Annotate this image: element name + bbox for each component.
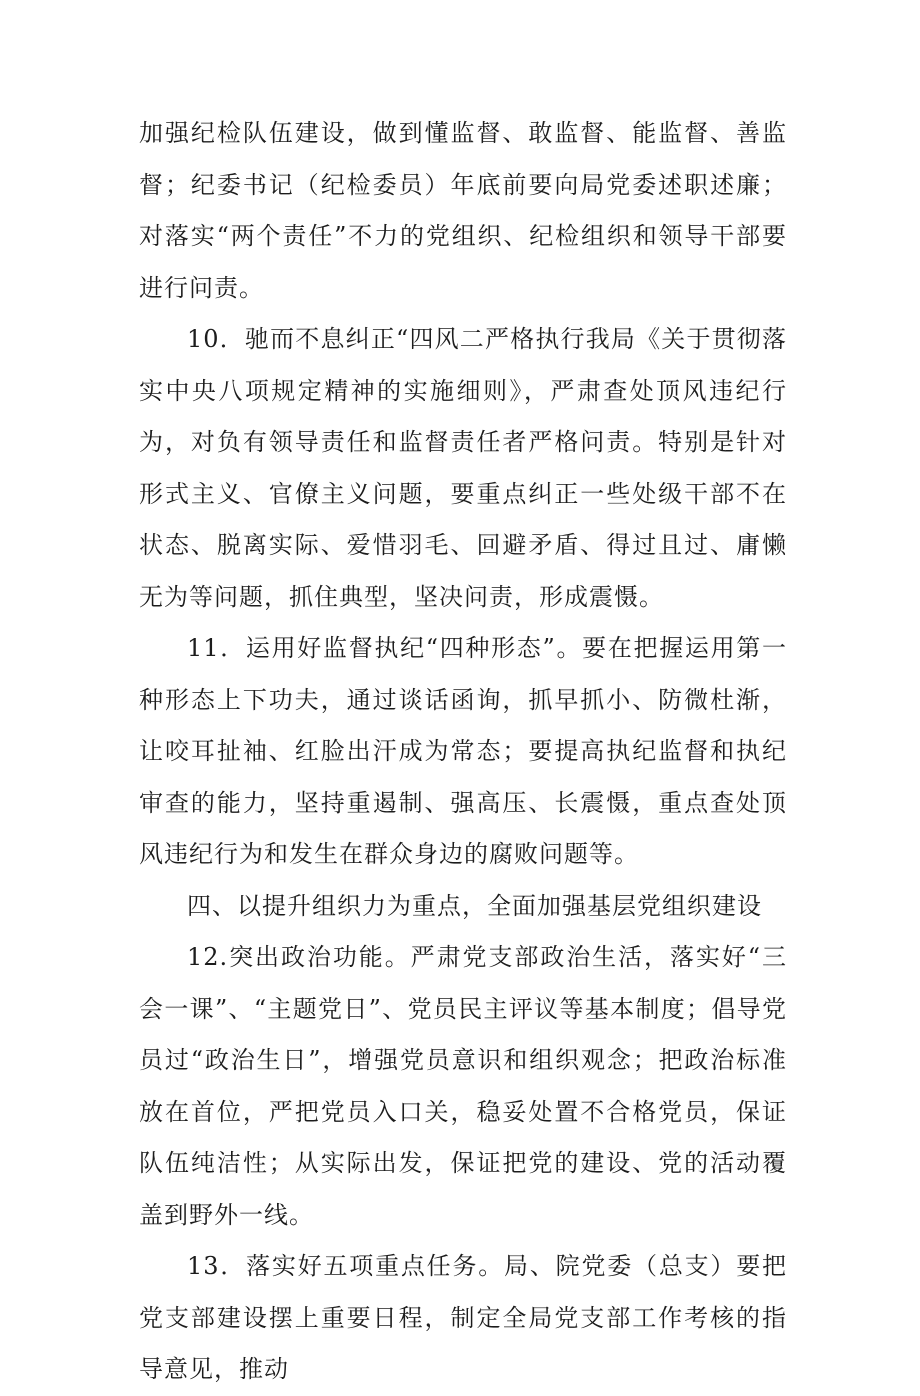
- paragraph-item-13: 13．落实好五项重点任务。局、院党委（总支）要把党支部建设摆上重要日程，制定全局党支部工作考核的指导意见，推动: [139, 1252, 787, 1383]
- paragraph-item-11: 11．运用好监督执纪“四种形态”。要在把握运用第一种形态上下功夫，通过谈话函询，抓早抓小、防微杜渐，让咬耳扯袖、红脸出汗成为常态；要提高执纪监督和执纪审查的能力，坚持重遏制、强高压、长震慑，重点查处顶风违纪行为和发生在群众身边的腐败问题等。: [139, 634, 787, 868]
- paragraph-continuation: 加强纪检队伍建设，做到懂监督、敢监督、能监督、善监督；纪委书记（纪检委员）年底前要向局党委述职述廉；对落实“两个责任”不力的党组织、纪检组织和领导干部要进行问责。: [139, 119, 787, 302]
- document-body: [139, 108, 787, 1396]
- paragraph-item-12: 12.突出政治功能。严肃党支部政治生活，落实好“三会一课”、“主题党日”、党员民主评议等基本制度；倡导党员过“政治生日”，增强党员意识和组织观念；把政治标准放在首位，严把党员入口关，稳妥处置不合格党员，保证队伍纯洁性；从实际出发，保证把党的建设、党的活动覆盖到野外一线。: [139, 943, 787, 1229]
- paragraph-item-10: 10．驰而不息纠正“四风二严格执行我局《关于贯彻落实中央八项规定精神的实施细则》，严肃查处顶风违纪行为，对负有领导责任和监督责任者严格问责。特别是针对形式主义、官僚主义问题，要重点纠正一些处级干部不在状态、脱离实际、爱惜羽毛、回避矛盾、得过且过、庸懒无为等问题，抓住典型，坚决问责，形成震慑。: [139, 325, 787, 611]
- section-heading-4: 四、以提升组织力为重点，全面加强基层党组织建设: [187, 891, 762, 920]
